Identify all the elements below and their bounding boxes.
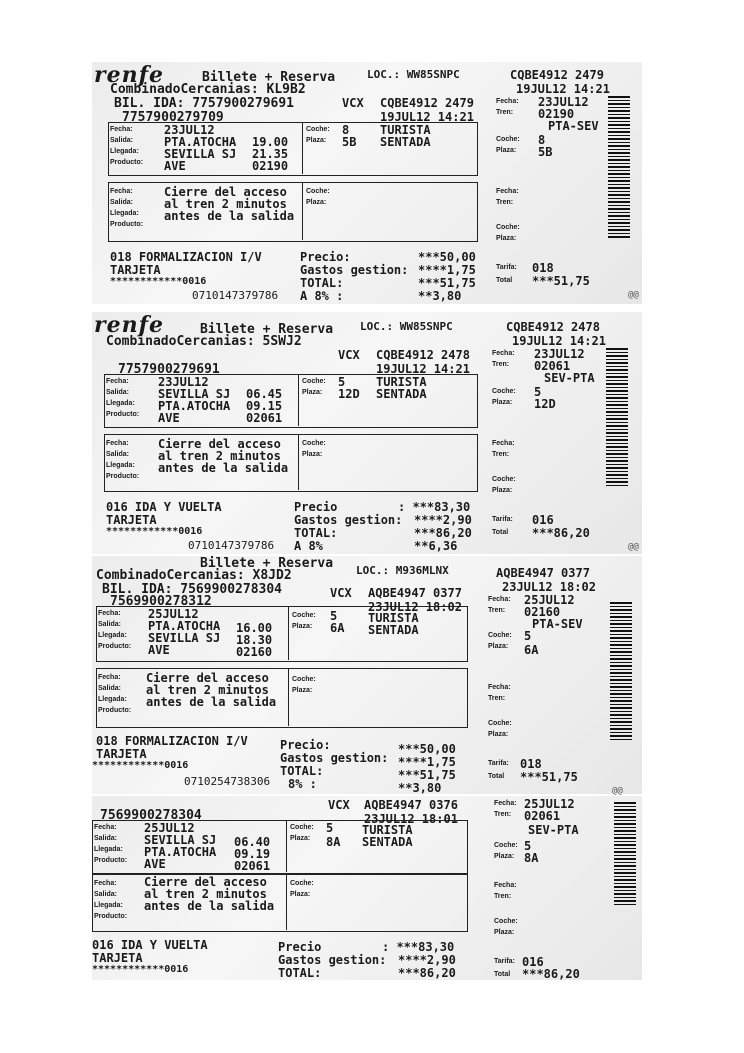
fecha-label: Fecha: [106,378,129,385]
stub-coach: 5 [524,629,532,643]
seat: 12D [338,387,360,401]
product: AVE [144,857,166,871]
ticket-code: CQBE4912 2479 [380,96,474,110]
fecha-label: Fecha: [110,126,133,133]
ticket-1 [92,62,642,304]
stub-tarifa-label: Tarifa: [488,760,509,767]
payment-method: TARJETA [106,513,157,527]
plaza-label: Plaza: [292,687,313,694]
payment-method: TARJETA [110,263,161,277]
serial-number: 0710254738306 [184,775,271,788]
stub-tarifa-label: Tarifa: [492,516,513,523]
notice-line: Cierre del acceso [144,875,267,889]
vcx-label: VCX [338,348,360,362]
price-label: Precio: [300,250,351,264]
barcode [610,602,632,742]
stub-issue-date: 23JUL12 18:02 [502,580,596,594]
vat-label: 8% : [288,777,317,791]
serial-number: 0710147379786 [192,289,279,302]
plaza-label: Plaza: [290,891,311,898]
seat-type: SENTADA [376,387,427,401]
producto-label: Producto: [94,913,128,920]
stub-coach: 8 [538,133,546,147]
departure-station: SEVILLA SJ [158,387,231,401]
coche-label: Coche: [290,824,314,831]
stub-fecha-label: Fecha: [488,684,511,691]
stub-coche-label: Coche: [496,136,520,143]
train-number: 02160 [236,645,273,659]
issue-date: 23JUL12 18:01 [364,812,458,826]
stub-coche-label: Coche: [494,842,518,849]
fare-description: 016 IDA Y VUELTA [106,500,222,514]
stub-coche-label: Coche: [488,632,512,639]
producto-label: Producto: [98,707,132,714]
stub-tren-label: Tren: [492,361,510,368]
plaza-label: Plaza: [302,389,323,396]
ticket-title: Billete + Reserva [200,556,334,571]
seat: 6A [330,621,345,635]
renfe-logo: renfe [94,62,165,88]
stub-fecha-label: Fecha: [494,882,517,889]
llegada-label: Llegada: [106,462,135,469]
stub-fecha-label: Fecha: [496,188,519,195]
stub-total-label: Total [494,971,511,978]
producto-label: Producto: [94,857,128,864]
price: : ***83,30 [382,940,455,954]
ticket-3 [92,556,642,794]
card-number: ************0016 [106,526,203,537]
card-number: ************0016 [110,276,207,287]
vat-label: A 8% : [300,289,344,303]
llegada-label: Llegada: [94,902,123,909]
total-label: TOTAL: [280,764,324,778]
stub-code: CQBE4912 2478 [506,320,600,334]
trip-date: 25JUL12 [148,607,199,621]
arrival-time: 18.30 [236,633,273,647]
salida-label: Salida: [110,199,133,206]
fees-label: Gastos gestion: [280,751,389,765]
stub-train: 02190 [538,107,575,121]
total-label: TOTAL: [278,966,322,980]
stub-coche-label: Coche: [492,388,516,395]
fecha-label: Fecha: [106,440,129,447]
stub-code: AQBE4947 0377 [496,566,590,580]
coach: 5 [330,609,338,623]
llegada-label: Llegada: [106,400,135,407]
fecha-label: Fecha: [94,880,117,887]
salida-label: Salida: [98,621,121,628]
bil-ida: BIL. IDA: 7757900279691 [114,96,295,111]
bil-ida: BIL. IDA: 7569900278304 [102,582,283,597]
stub-total: ***51,75 [520,770,578,784]
price-label: Precio: [280,738,331,752]
stub-issue-date: 19JUL12 14:21 [516,82,610,96]
fecha-label: Fecha: [98,674,121,681]
combinado-cercanias: CombinadoCercanias: 5SWJ2 [106,334,302,349]
price: ***50,00 [398,742,456,756]
total: ***86,20 [414,526,472,540]
coche-label: Coche: [302,378,326,385]
notice-line: antes de la salida [164,209,295,223]
stub-seat: 8A [524,851,539,865]
stub-plaza-label: Plaza: [494,853,515,860]
seat: 8A [326,835,341,849]
ticket-number: 7569900278312 [110,594,212,609]
stub-tren-label: Tren: [494,893,512,900]
stub-tarifa: 016 [532,513,554,527]
llegada-label: Llegada: [98,632,127,639]
fees: ****1,75 [398,755,456,769]
stub-tren-label: Tren: [494,811,512,818]
stub-plaza-label: Plaza: [492,399,513,406]
stub-fecha-label: Fecha: [492,350,515,357]
seat-type: SENTADA [368,623,419,637]
barcode [606,348,628,488]
notice-line: antes de la salida [146,695,277,709]
departure-station: PTA.ATOCHA [164,135,237,149]
plaza-label: Plaza: [302,451,323,458]
arrival-station: SEVILLA SJ [164,147,237,161]
plaza-label: Plaza: [290,835,311,842]
barcode [614,802,636,906]
notice-line: al tren 2 minutos [164,197,287,211]
notice-line: Cierre del acceso [146,671,269,685]
producto-label: Producto: [106,411,140,418]
stub-plaza-label: Plaza: [496,235,517,242]
stub-date: 25JUL12 [524,797,575,811]
payment-method: TARJETA [96,747,147,761]
stub-tarifa: 018 [532,261,554,275]
departure-time: 16.00 [236,621,273,635]
departure-time: 19.00 [252,135,289,149]
stub-date: 23JUL12 [538,95,589,109]
price-label: Precio [278,940,322,954]
stub-coach: 5 [524,839,532,853]
ticket-code: CQBE4912 2478 [376,348,470,362]
departure-station: PTA.ATOCHA [148,619,221,633]
fecha-label: Fecha: [98,610,121,617]
stub-seat: 5B [538,145,553,159]
producto-label: Producto: [110,159,144,166]
ticket-4 [92,796,642,980]
departure-station: SEVILLA SJ [144,833,217,847]
locator: LOC.: WW85SNPC [360,320,453,333]
stub-total: ***86,20 [532,526,590,540]
stub-tarifa-label: Tarifa: [494,958,515,965]
ticket-number: 7569900278304 [100,808,202,823]
price: ***50,00 [418,250,476,264]
stub-route: SEV-PTA [544,371,595,385]
class: TURISTA [362,823,413,837]
coach: 5 [326,821,334,835]
stub-total-label: Total [492,529,509,536]
fees-label: Gastos gestion: [294,513,403,527]
ticket-title: Billete + Reserva [200,322,334,337]
stub-train: 02061 [524,809,561,823]
trip-date: 23JUL12 [164,123,215,137]
vcx-label: VCX [328,798,350,812]
salida-label: Salida: [94,835,117,842]
product: AVE [148,643,170,657]
fare-description: 018 FORMALIZACION I/V [110,250,262,264]
arrival-station: SEVILLA SJ [148,631,221,645]
edge-mark: @@ [628,290,639,300]
vcx-label: VCX [342,96,364,110]
price-label: Precio [294,500,338,514]
llegada-label: Llegada: [110,148,139,155]
notice-line: Cierre del acceso [158,437,281,451]
plaza-label: Plaza: [306,137,327,144]
edge-mark: @@ [612,786,623,796]
salida-label: Salida: [106,451,129,458]
stub-seat: 6A [524,643,539,657]
stub-plaza-label: Plaza: [488,731,509,738]
fees: ****1,75 [418,263,476,277]
train-number: 02190 [252,159,289,173]
coche-label: Coche: [292,676,316,683]
trip-date: 25JUL12 [144,821,195,835]
edge-mark: @@ [628,542,639,552]
stub-plaza-label: Plaza: [494,929,515,936]
vcx-label: VCX [330,586,352,600]
ticket-title: Billete + Reserva [202,70,336,85]
fare-description: 018 FORMALIZACION I/V [96,734,248,748]
stub-coche-label: Coche: [492,476,516,483]
stub-tren-label: Tren: [488,607,506,614]
coach: 5 [338,375,346,389]
departure-time: 06.45 [246,387,283,401]
total: ***86,20 [398,966,456,980]
coche-label: Coche: [292,612,316,619]
trip-date: 23JUL12 [158,375,209,389]
stub-fecha-label: Fecha: [488,596,511,603]
barcode [608,96,630,240]
stub-train: 02061 [534,359,571,373]
fees: ****2,90 [398,953,456,967]
arrival-station: PTA.ATOCHA [144,845,217,859]
producto-label: Producto: [106,473,140,480]
stub-issue-date: 19JUL12 14:21 [512,334,606,348]
total: ***51,75 [398,768,456,782]
departure-time: 06.40 [234,835,271,849]
card-number: ************0016 [92,760,189,771]
llegada-label: Llegada: [98,696,127,703]
stub-tren-label: Tren: [488,695,506,702]
train-number: 02061 [246,411,283,425]
stub-total-label: Total [488,773,505,780]
combinado-cercanias: CombinadoCercanias: KL9B2 [110,82,306,97]
stub-route: SEV-PTA [528,823,579,837]
seat-type: SENTADA [380,135,431,149]
fecha-label: Fecha: [110,188,133,195]
llegada-label: Llegada: [94,846,123,853]
stub-code: CQBE4912 2479 [510,68,604,82]
total-label: TOTAL: [300,276,344,290]
stub-tren-label: Tren: [496,109,514,116]
total-label: TOTAL: [294,526,338,540]
coche-label: Coche: [306,126,330,133]
stub-route: PTA-SEV [532,617,583,631]
ticket-code: AQBE4947 0377 [368,586,462,600]
salida-label: Salida: [106,389,129,396]
notice-line: al tren 2 minutos [158,449,281,463]
fecha-label: Fecha: [94,824,117,831]
stub-date: 25JUL12 [524,593,575,607]
issue-date: 19JUL12 14:21 [380,110,474,124]
issue-date: 19JUL12 14:21 [376,362,470,376]
plaza-label: Plaza: [292,623,313,630]
class: TURISTA [380,123,431,137]
locator: LOC.: WW85SNPC [367,68,460,81]
coche-label: Coche: [302,440,326,447]
vat: **6,36 [414,539,458,553]
stub-plaza-label: Plaza: [488,643,509,650]
card-number: ************0016 [92,964,189,975]
locator: LOC.: M936MLNX [356,564,449,577]
stub-total-label: Total [496,277,513,284]
plaza-label: Plaza: [306,199,327,206]
vat-label: A 8% [294,539,323,553]
stub-date: 23JUL12 [534,347,585,361]
class: TURISTA [376,375,427,389]
stub-total: ***86,20 [522,967,580,981]
stub-fecha-label: Fecha: [494,800,517,807]
arrival-time: 09.19 [234,847,271,861]
ticket-number: 7757900279709 [122,110,224,125]
train-number: 02061 [234,859,271,873]
arrival-time: 21.35 [252,147,289,161]
notice-line: antes de la salida [158,461,289,475]
stub-train: 02160 [524,605,561,619]
vat: **3,80 [418,289,462,303]
product: AVE [164,159,186,173]
salida-label: Salida: [98,685,121,692]
stub-route: PTA-SEV [548,119,599,133]
fees-label: Gastos gestion: [300,263,409,277]
stub-tren-label: Tren: [496,199,514,206]
arrival-time: 09.15 [246,399,283,413]
price: : ***83,30 [398,500,471,514]
salida-label: Salida: [110,137,133,144]
llegada-label: Llegada: [110,210,139,217]
coche-label: Coche: [306,188,330,195]
payment-method: TARJETA [92,951,143,965]
serial-number: 0710147379786 [188,539,275,552]
seat: 5B [342,135,357,149]
stub-coach: 5 [534,385,542,399]
stub-tarifa-label: Tarifa: [496,264,517,271]
total: ***51,75 [418,276,476,290]
ticket-2 [92,312,642,554]
ticket-code: AQBE4947 0376 [364,798,458,812]
stub-tarifa: 016 [522,955,544,969]
salida-label: Salida: [94,891,117,898]
vat: **3,80 [398,781,442,795]
stub-coche-label: Coche: [488,720,512,727]
stub-coche-label: Coche: [496,224,520,231]
fees-label: Gastos gestion: [278,953,387,967]
ticket-number: 7757900279691 [118,362,220,377]
stub-plaza-label: Plaza: [496,147,517,154]
stub-tren-label: Tren: [492,451,510,458]
producto-label: Producto: [110,221,144,228]
stub-coche-label: Coche: [494,918,518,925]
fare-description: 016 IDA Y VUELTA [92,938,208,952]
product: AVE [158,411,180,425]
seat-type: SENTADA [362,835,413,849]
notice-line: Cierre del acceso [164,185,287,199]
stub-total: ***51,75 [532,274,590,288]
arrival-station: PTA.ATOCHA [158,399,231,413]
stub-plaza-label: Plaza: [492,487,513,494]
stub-tarifa: 018 [520,757,542,771]
coach: 8 [342,123,350,137]
class: TURISTA [368,611,419,625]
combinado-cercanias: CombinadoCercanias: X8JD2 [96,568,292,583]
notice-line: al tren 2 minutos [144,887,267,901]
stub-fecha-label: Fecha: [492,440,515,447]
producto-label: Producto: [98,643,132,650]
stub-fecha-label: Fecha: [496,98,519,105]
issue-date: 23JUL12 18:02 [368,600,462,614]
stub-seat: 12D [534,397,556,411]
notice-line: antes de la salida [144,899,275,913]
renfe-logo: renfe [94,312,165,338]
coche-label: Coche: [290,880,314,887]
notice-line: al tren 2 minutos [146,683,269,697]
fees: ****2,90 [414,513,472,527]
